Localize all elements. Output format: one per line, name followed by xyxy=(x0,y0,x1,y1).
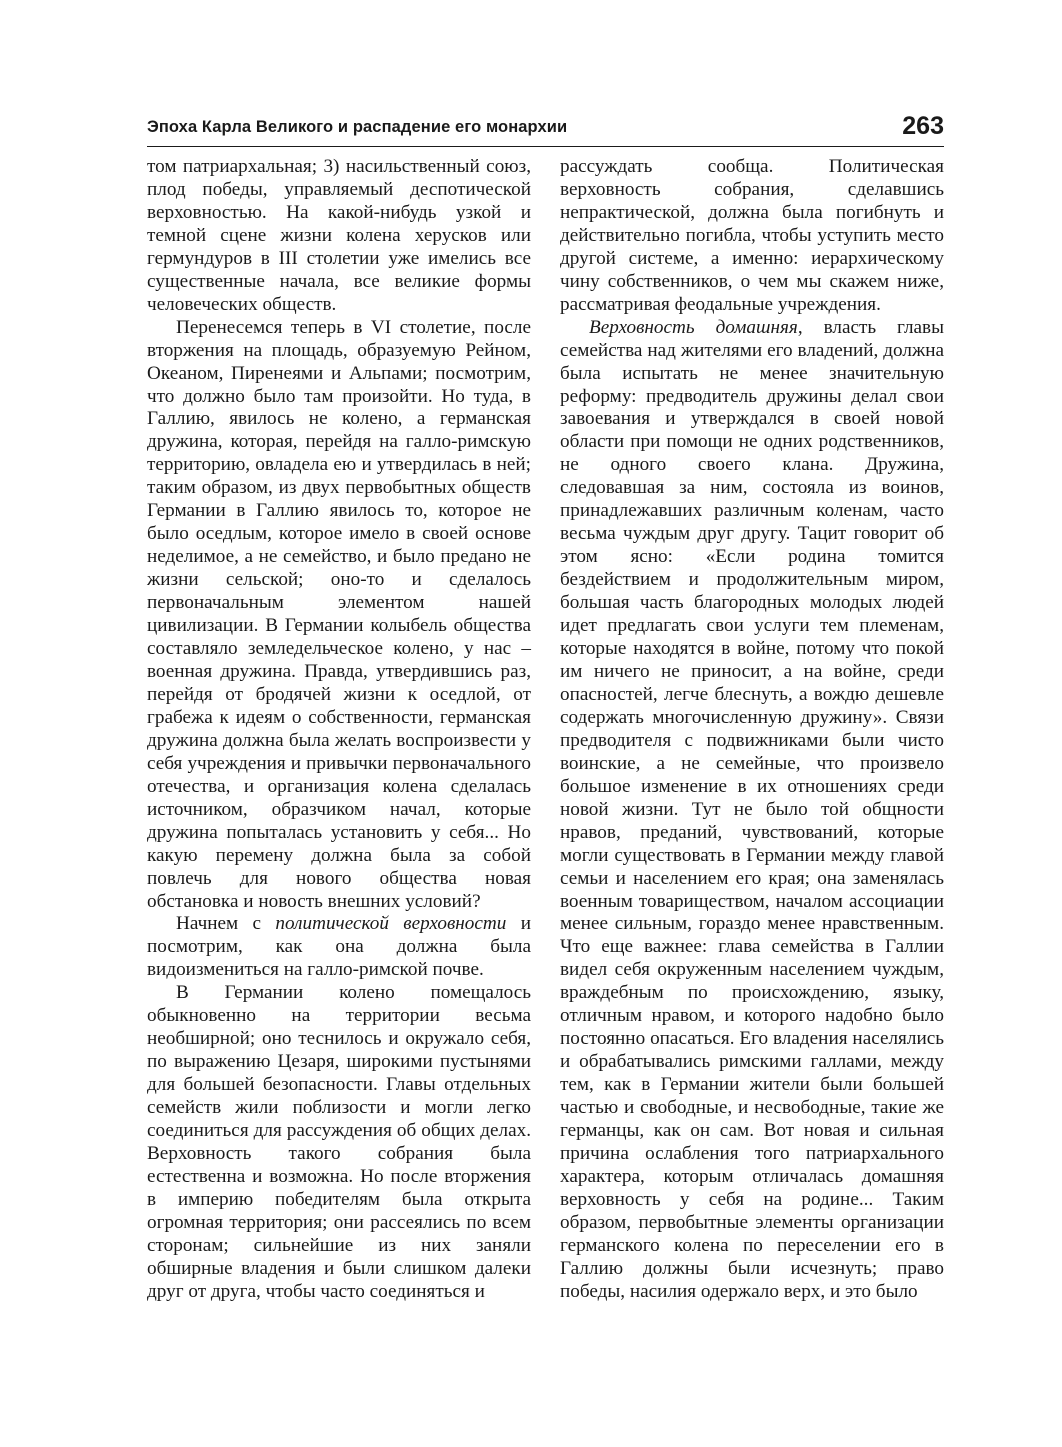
paragraph: В Германии колено помещалось обыкновенно на территории весьма необширной; оно теснилось и окружало себя, по выражению Цезаря, широкими пустынями для большей безопасности. Главы отдельных семейств жили поблизости и могли легко соединиться для рассуждения об общих делах. Верховность такого собрания была естественна и возможна. Но после вторжения в империю победителям была открыта огромная территория; они рассеялись по всем сторонам; сильнейшие из них заняли обширные владения и были слишком далеки друг от друга, чтобы часто соединяться и xyxy=(147,982,531,1302)
emphasis-text: Верховность домашняя xyxy=(589,316,798,338)
page-number: 263 xyxy=(902,112,944,140)
running-title: Эпоха Карла Великого и распадение его монархии xyxy=(147,118,568,136)
paragraph xyxy=(147,913,531,982)
paragraph-text: и посмотрим, как она должна была видоизмениться на галло-римской почве. xyxy=(147,913,531,981)
paragraph: том патриархальная; 3) насильственный союз, плод победы, управляемый деспотической верховностью. На какой-нибудь узкой и темной сцене жизни колена херусков или гермундуров в III столетии уже имелись все существенные начала, все великие формы человеческих обществ. xyxy=(147,156,531,315)
paragraph: рассуждать сообща. Политическая верховность собрания, сделавшись непрактической, должна была погибнуть и действительно погибла, чтобы уступить место другой системе, а именно: иерархическому чину собственников, о чем мы скажем ниже, рассматривая феодальные учреждения. xyxy=(560,156,944,315)
right-column xyxy=(560,156,944,1304)
paragraph xyxy=(560,317,944,1304)
paragraph-text: , власть главы семейства над жителями его владений, должна была испытать не менее значительную реформу: предводитель дружины делал свои завоевания и утверждался в своей новой области при помощи не одних родственников, не одного своего клана. Дружина, следовавшая за ним, состояла из воинов, принадлежавших различным коленам, часто весьма чуждым друг другу. Тацит говорит об этом ясно: «Если родина томится бездействием и продолжительным миром, большая часть благородных молодых людей идет предлагать свои услуги тем племенам, которые находятся в войне, потому что покой им ничего не приносит, а на войне, среди опасностей, легче блеснуть, а вождю дешевле содержать многочисленную дружину». Связи предводителя с подвижниками были чисто воинские, а не семейные, что произвело большое изменение в их отношениях среди новой жизни. Тут не было той общности нравов, преданий, чувствований, которые могли существовать в Германии между главой семьи и населением его края; она заменялась военным товариществом, началом ассоциации менее сильным, гораздо менее нравственным. Что еще важнее: глава семейства в Галлии видел себя окруженным населением чуждым, враждебным по происхождению, языку, отличным нравом, и которого надобно было постоянно опасаться. Его владения населялись и обрабатывались римскими галлами, между тем, как в Германии жители были большей частью и свободные, и несвободные, такие же германцы, как он сам. Вот новая и сильная причина ослабления того патриархального характера, которым отличалась домашняя верховность у себя на родине... Таким образом, первобытные элементы организации германского колена по переселении его в Галлию должны были исчезнуть; право победы, насилия одержало верх, и это было xyxy=(560,316,944,1302)
left-column xyxy=(147,156,531,1304)
paragraph: Перенесемся теперь в VI столетие, после вторжения на площадь, образуемую Рейном, Океаном, Пиренеями и Альпами; посмотрим, что должно было там произойти. Но туда, в Галлию, явилось не колено, а германская дружина, которая, перейдя на галло-римскую территорию, овладела ею и утвердилась в ней; таким образом, из двух первобытных обществ Германии в Галлию явилось то, которое не было оседлым, которое имело в своей основе неделимое, а не семейство, и было предано не жизни сельской; оно-то и сделалось первоначальным элементом нашей цивилизации. В Германии колыбель общества составляло земледельческое колено, у нас – военная дружина. Правда, утвердившись раз, перейдя от бродячей жизни к оседлой, от грабежа к идеям о собственности, германская дружина должна была желать воспроизвести у себя учреждения и привычки первоначального отечества, и организация колена сделалась источником, образчиком начал, которые дружина попыталась установить у себя... Но какую перемену должна была за собой повлечь для нового общества новая обстановка и новость внешних условий? xyxy=(147,316,531,912)
running-header xyxy=(147,112,944,147)
emphasis-text: политической верховности xyxy=(275,913,507,935)
paragraph-text: Начнем с xyxy=(176,913,276,935)
